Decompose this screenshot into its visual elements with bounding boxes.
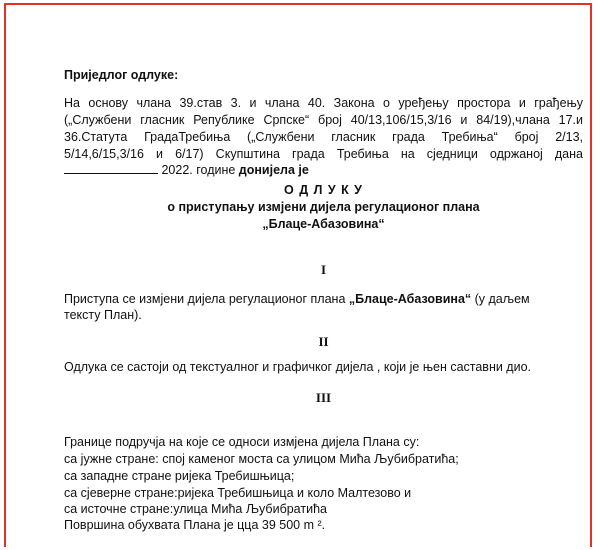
adopted-text: донијела је xyxy=(238,163,309,177)
plan-name-title: „Блаце-Абазовина“ xyxy=(262,217,385,231)
section-2-numeral: II xyxy=(318,334,329,349)
date-blank xyxy=(64,163,158,174)
section-3-numeral: III xyxy=(315,390,332,405)
section-1-text-tail: (у даљем xyxy=(471,292,530,306)
preamble-line-5 xyxy=(64,162,309,179)
boundary-line-5: са источне стране:улица Мића Љубибратића xyxy=(64,502,327,516)
decision-title: О Д Л У К У xyxy=(284,183,363,197)
section-1-text: Приступа се измјени дијела регулационог плана xyxy=(64,292,349,306)
preamble-line-4: 5/14,6/15,3/16 и 6/17) Скупштина града Требиња на сједници одржаној дана xyxy=(64,147,583,161)
boundary-line-2: са јужне стране: спој каменог моста са улицом Мића Љубибратића; xyxy=(64,452,459,466)
section-1-plan-name: „Блаце-Абазовина“ xyxy=(348,292,472,306)
proposal-heading: Приједлог одлуке: xyxy=(64,68,179,82)
section-1-line-1 xyxy=(64,291,530,308)
preamble-line-3: 36.Статута ГрадаТребиња („Службени гласник града Требиња“ број 2/13, xyxy=(64,130,583,144)
decision-subject: о приступању измјени дијела регулационог плана xyxy=(167,200,480,214)
preamble-line-2: („Службени гласник Републике Српске“ број 40/13,106/15,3/16 и 84/19),члана 17.и xyxy=(64,113,583,127)
boundary-line-4: са сјеверне стране:ријека Требишњица и коло Малтезово и xyxy=(64,486,412,500)
year-text: 2022. године xyxy=(158,163,239,177)
section-2-text: Одлука се састоји од текстуалног и графичког дијела , који је њен саставни дио. xyxy=(64,360,532,374)
boundary-line-1: Границе подручја на које се односи измјена дијела Плана су: xyxy=(64,435,420,449)
preamble-line-1: На основу члана 39.став 3. и члана 40. Закона о уређењу простора и грађењу xyxy=(64,96,583,110)
section-1-numeral: I xyxy=(320,262,327,277)
boundary-line-3: са западне стране ријека Требишњица; xyxy=(64,469,295,483)
coverage-area: Површина обухвата Плана је цца 39 500 m ². xyxy=(64,518,326,532)
section-1-line-2: тексту План). xyxy=(64,308,142,322)
